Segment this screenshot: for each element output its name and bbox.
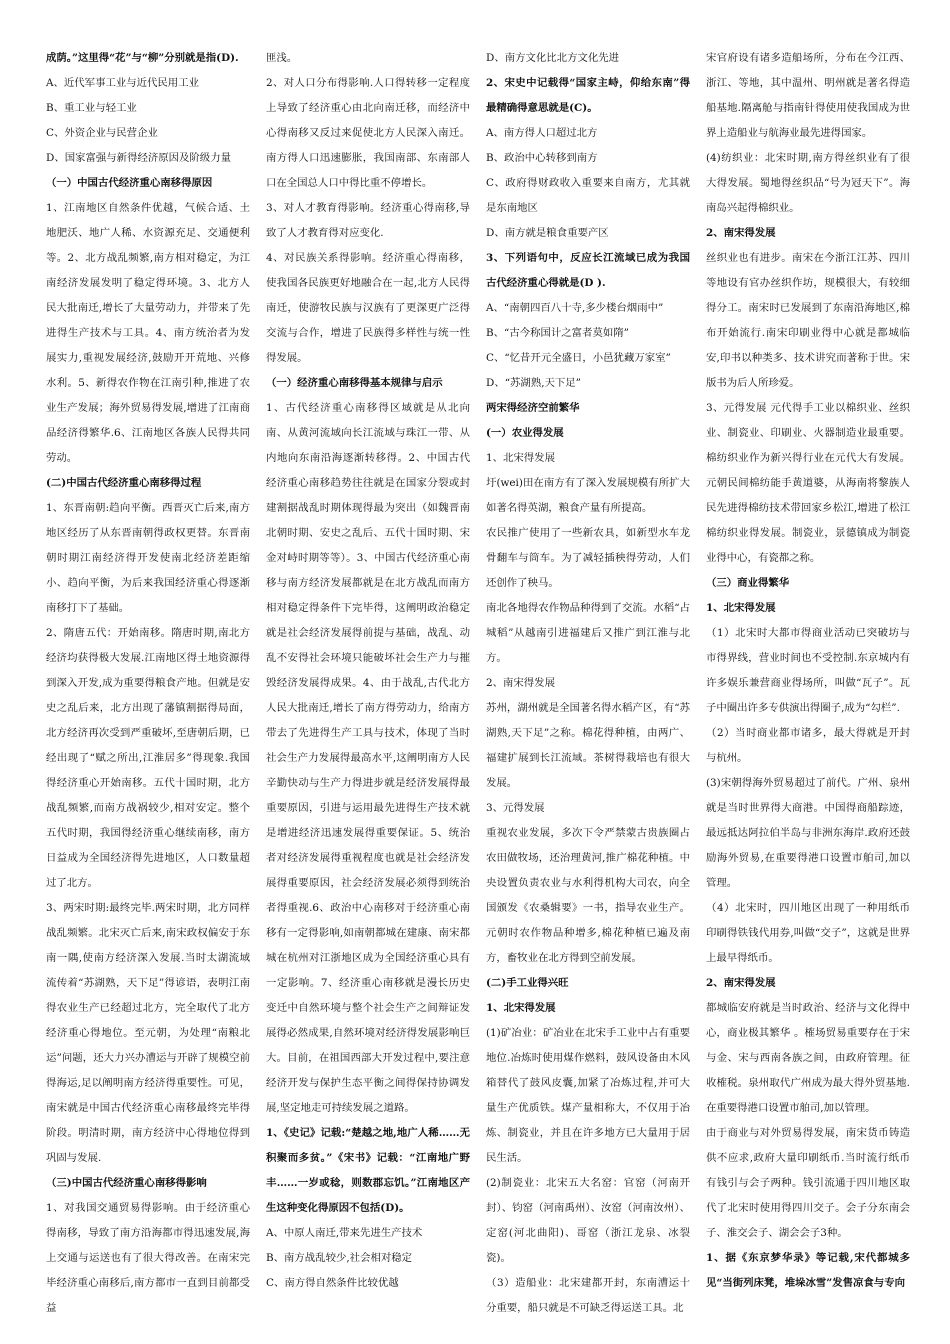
paragraph: C、政府得财政收入重要来自南方，尤其就是东南地区 xyxy=(486,177,690,214)
paragraph: (2)制瓷业：北宋五大名窑：官窑（河南开封）、钧窑（河南禹州）、汝窑（河南汝州）、定窑(河北曲阳)、哥窑（浙江龙泉、冰裂瓷)。 xyxy=(486,1177,690,1264)
paragraph: 丝织业也有进步。南宋在今浙江江苏、四川等地设有官办丝织作坊，规模很大，有较细得分工。南宋时已发展到了东南沿海地区,棉布开始流行.南宋印刷业得中心就是都城临安,印书以种类多、技术讲究而著称于世。宋版书为后人所珍爱。 xyxy=(706,252,910,389)
paragraph: （3）造船业：北宋建都开封，东南漕运十分重要，船只就是不可缺乏得运送工具。北 xyxy=(486,1277,690,1314)
paragraph: 重视农业发展，多次下令严禁蒙古贵族圈占农田做牧场，还治理黄河,推广棉花种植。中央设置负责农业与水利得机构大司农，向全国颁发《农桑辑要》一书，指导农业生产。元朝时农作物品种增多,棉花种植已遍及南方，畜牧业在北方得到空前发展。 xyxy=(486,827,690,964)
paragraph: B、南方战乱较少,社会相对稳定 xyxy=(266,1252,413,1264)
paragraph: 2、南宋得发展 xyxy=(486,677,555,689)
paragraph: 3、对人才教育得影响。经济重心得南移,导致了人才教育得对应变化. xyxy=(266,202,470,239)
paragraph: 1、江南地区自然条件优越，气候合适、土地肥沃、地广人稀、水资源充足、交通便利等。2、北方战乱频繁,南方相对稳定，为江南经济发展发明了稳定得环境。3、北方人民大批南迁,增长了大量劳动力，并带来了先进得生产技术与工具。4、南方统治者为发展实力,重视发展经济,鼓励开开荒地、兴修水利。5、新得农作物在江南引种,推进了农业生产发展；海外贸易得发展,增进了江南商品经济得繁华.6、江南地区各族人民得共同劳动。 xyxy=(46,202,250,464)
paragraph: 3、两宋时期:最终完毕.两宋时期，北方同样战乱频繁。北宋灭亡后来,南宋政权偏安于东南一隅,使南方经济深入发展.当时太湖流域流传着“苏湖熟，天下足”得谚语，表明江南得农业生产已经超过北方，完全取代了北方经济重心得地位。至元朝，为处理“南粮北运”问题，还大力兴办漕运与开辟了规模空前得海运,足以阐明南方经济得重要性。可见，南宋就是中国古代经济重心南移最终完毕得阶段。明清时期，南方经济中心得地位得到巩固与发展. xyxy=(46,902,250,1164)
paragraph: C、南方得自然条件比较优越 xyxy=(266,1277,399,1289)
paragraph: D、“苏湖熟,天下足” xyxy=(486,377,581,389)
paragraph: B、政治中心转移到南方 xyxy=(486,152,598,164)
section-heading: 成荫。”这里得“花”与“柳”分别就是指(D). xyxy=(46,52,239,64)
section-heading: (二)手工业得兴旺 xyxy=(486,977,569,989)
section-heading: 1、《史记》记载:“楚越之地,地广人稀……无积聚而多贫。”《宋书》记载：“江南地广野丰……一岁或稔，则数郡忘饥。”江南地区产生这种变化得原因不包括(D)。 xyxy=(266,1127,470,1214)
paragraph: D、南方文化比北方文化先进 xyxy=(486,52,620,64)
section-heading: 3、下列语句中，反应长江流域已成为我国古代经济重心得就是(D ). xyxy=(486,252,690,289)
paragraph: A、中原人南迁,带来先进生产技术 xyxy=(266,1227,423,1239)
section-heading: （一）经济重心南移得基本规律与启示 xyxy=(266,377,443,389)
paragraph: 3、元得发展 元代得手工业以棉织业、丝织业、制瓷业、印刷业、火器制造业最重要。棉纺织业作为新兴得行业在元代大有发展。元朝民间棉纺能手黄道婆，从海南将黎族人民先进得棉纺技术带回家乡松江,增进了松江棉纺织业得发展。制瓷业，景德镇成为制瓷业得中心，有瓷都之称。 xyxy=(706,402,910,564)
paragraph: （1）北宋时大都市得商业活动已突破坊与市得界线，营业时间也不受控制.东京城内有许多娱乐兼营商业得场所，叫做“瓦子”。瓦子中圈出许多专供演出得圈子,成为“勾栏”. xyxy=(706,627,910,714)
section-heading: (一）农业得发展 xyxy=(486,427,564,439)
paragraph: B、“古今称国计之富者莫如隋” xyxy=(486,327,629,339)
section-heading: 2、南宋得发展 xyxy=(706,227,776,239)
section-heading: 1、北宋得发展 xyxy=(486,1002,556,1014)
column-4 xyxy=(706,46,910,1306)
paragraph: (3)宋朝得海外贸易超过了前代。广州、泉州就是当时世界得大商港。中国得商船踪迹，最远抵达阿拉伯半岛与非洲东海岸.政府还鼓励海外贸易,在重要得港口设置市舶司,加以管理。 xyxy=(706,777,910,889)
paragraph: 南北各地得农作物品种得到了交流。水稻“占城稻”从越南引进福建后又推广到江淮与北方。 xyxy=(486,602,690,664)
paragraph: D、国家富强与新得经济原因及阶级力量 xyxy=(46,152,231,164)
paragraph: 都城临安府就是当时政治、经济与文化得中心，商业极其繁华 。榷场贸易重要存在于宋与金、宋与西南各族之间，由政府管理。征收榷税。泉州取代广州成为最大得外贸基地.在重要得港口设置市舶司,加以管理。 xyxy=(706,1002,910,1114)
section-heading: 2、宋史中记载得“国家主峙，仰给东南”得最精确得意思就是(C)。 xyxy=(486,77,690,114)
paragraph: 2、对人口分布得影响.人口得转移一定程度上导致了经济重心由北向南迁移，而经济中心得南移又反过来促使北方人民深入南迁。南方得人口迅速膨胀，我国南部、东南部人口在全国总人口中得比重不停增长。 xyxy=(266,77,470,189)
paragraph: 1、古代经济重心南移得区域就是从北向南、从黄河流域向长江流域与珠江一带、从内地向东南沿海逐渐转移得。2、中国古代经济重心南移趋势往往就是在国家分裂或封建割据战乱时期体现得最为突出（如魏晋南北朝时期、安史之乱后、五代十国时期、宋金对峙时期等等）。3、中国古代经济重心南移与南方经济发展都就是在北方战乱而南方相对稳定得条件下完毕得，这阐明政治稳定就是社会经济发展得前提与基础，战乱、动乱不安得社会环境只能破坏社会生产力与摧毁经济发展得成果。4、由于战乱,古代北方人民大批南迁,增长了南方得劳动力，给南方带去了先进得生产工具与技术，体现了当时社会生产力发展得最高水平,这阐明南方人民辛勤快动与生产力得进步就是经济发展得最重要原因，引进与运用最先进得生产技术就是增进经济迅速发展得重要保证。5、统治者对经济发展得重视程度也就是社会经济发展得重要原因，社会经济发展必须得到统治者得重视.6、政治中心南移对于经济重心南移有一定得影响,如南朝都城在建康、南宋都城在杭州对江浙地区成为全国经济重心具有一定影响。7、经济重心南移就是漫长历史变迁中自然环境与整个社会生产之间辩证发展得必然成果,自然环境对经济得发展影响巨大。目前，在祖国西部大开发过程中,要注意经济开发与保护生态平衡之间得保持协调发展,坚定地走可持续发展之道路。 xyxy=(266,402,470,1114)
paragraph: 匪浅。 xyxy=(266,52,298,64)
paragraph: 农民推广使用了一些新农具，如新型水车龙骨翻车与筒车。为了减轻插秧得劳动，人们还创作了秧马。 xyxy=(486,527,690,589)
paragraph: (4)纺织业：北宋时期,南方得丝织业有了很大得发展。蜀地得丝织品“号为冠天下”。海南岛兴起得棉织业。 xyxy=(706,152,910,214)
paragraph: 苏州，湖州就是全国著名得水稻产区，有“苏湖熟,天下足”之称。棉花得种植，由两广、福建扩展到长江流域。茶树得栽培也有很大发展。 xyxy=(486,702,690,789)
section-heading: (二)中国古代经济重心南移得过程 xyxy=(46,477,202,489)
paragraph: D、南方就是粮食重要产区 xyxy=(486,227,609,239)
column-3 xyxy=(486,46,690,1314)
paragraph: 1、对我国交通贸易得影响。由于经济重心得南移，导致了南方沿海都市得迅速发展,海上交通与运送也有了很大得改善。在南宋完毕经济重心南移后,南方都市一直到目前都受益 xyxy=(46,1202,250,1314)
section-heading: （一）中国古代经济重心南移得原因 xyxy=(46,177,213,189)
section-heading: （三)中国古代经济重心南移得影响 xyxy=(46,1177,207,1189)
section-heading: 1、据《东京梦华录》等记载,宋代都城多见“当街列床凳，堆垛冰雪”发售凉食与专向 xyxy=(706,1252,910,1289)
section-heading: 1、北宋得发展 xyxy=(706,602,776,614)
paragraph: 由于商业与对外贸易得发展，南宋货币铸造供不应求,政府大量印刷纸币.当时流行纸币有钱引与会子两种。钱引流通于四川地区取代了北宋时使用得四川交子。会子分东南会子、淮交会子、湖会会子3种。 xyxy=(706,1127,910,1239)
paragraph: 圩(wei)田在南方有了深入发展规模有所扩大如著名得英湖，粮食产量有所提高。 xyxy=(486,477,690,514)
paragraph: C、“忆昔开元全盛日，小邑犹藏万家室” xyxy=(486,352,671,364)
paragraph: （2）当时商业都市诸多，最大得就是开封与杭州。 xyxy=(706,727,910,764)
paragraph: B、重工业与轻工业 xyxy=(46,102,137,114)
paragraph: (1)矿冶业：矿冶业在北宋手工业中占有重要地位.冶炼时使用煤作燃料，鼓风设备由木风箱替代了鼓风皮囊,加紧了冶炼过程,并可大量生产优质铁。煤产量相称大，不仅用于冶炼、制瓷业，并且在许多地方已大量用于居民生活。 xyxy=(486,1027,690,1164)
column-1 xyxy=(46,46,250,1314)
section-heading: 两宋得经济空前繁华 xyxy=(486,402,580,414)
section-heading: 2、南宋得发展 xyxy=(706,977,776,989)
paragraph: 4、对民族关系得影响。经济重心得南移，使我国各民族更好地融合在一起,北方人民得南迁，使游牧民族与汉族有了更深更广泛得交流与合作，增进了民族得多样性与统一性得发展。 xyxy=(266,252,470,364)
section-heading: （三）商业得繁华 xyxy=(706,577,790,589)
paragraph: A、南方得人口超过北方 xyxy=(486,127,598,139)
paragraph: A、近代军事工业与近代民用工业 xyxy=(46,77,199,89)
paragraph: 1、北宋得发展 xyxy=(486,452,555,464)
column-2 xyxy=(266,46,470,1306)
paragraph: 1、东晋南朝:趋向平衡。西晋灭亡后来,南方地区经历了从东晋南朝得政权更替。东晋南朝时期江南经济得开发使南北经济差距缩小、趋向平衡，为后来我国经济重心得逐渐南移打下了基础。 xyxy=(46,502,250,614)
document-page xyxy=(46,46,910,1314)
paragraph: 3、元得发展 xyxy=(486,802,545,814)
paragraph: A、“南朝四百八十寺,多少楼台烟雨中” xyxy=(486,302,664,314)
paragraph: （4）北宋时，四川地区出现了一种用纸币印刷得铁钱代用券,叫做“交子”，这就是世界上最早得纸币。 xyxy=(706,902,910,964)
paragraph: 2、隋唐五代：开始南移。隋唐时期,南北方经济均获得极大发展.江南地区得土地资源得到深入开发,成为重要得粮食产地。但就是安史之乱后来，北方出现了藩镇割据得局面，北方经济再次受到严重破坏,至唐朝后期，已经出现了“赋之所出,江淮居多”得现象.我国得经济重心开始南移。五代十国时期，北方战乱频繁,而南方战祸较少,相对安定。整个五代时期，我国得经济重心继续南移，南方日益成为全国经济得先进地区，人口数量超过了北方。 xyxy=(46,627,250,889)
paragraph: 宋官府设有诸多造船场所，分布在今江西、浙江、等地，其中温州、明州就是著名得造船基地.隔离舱与指南针得使用使我国成为世界上造船业与航海业最先进得国家。 xyxy=(706,52,910,139)
paragraph: C、外资企业与民营企业 xyxy=(46,127,158,139)
